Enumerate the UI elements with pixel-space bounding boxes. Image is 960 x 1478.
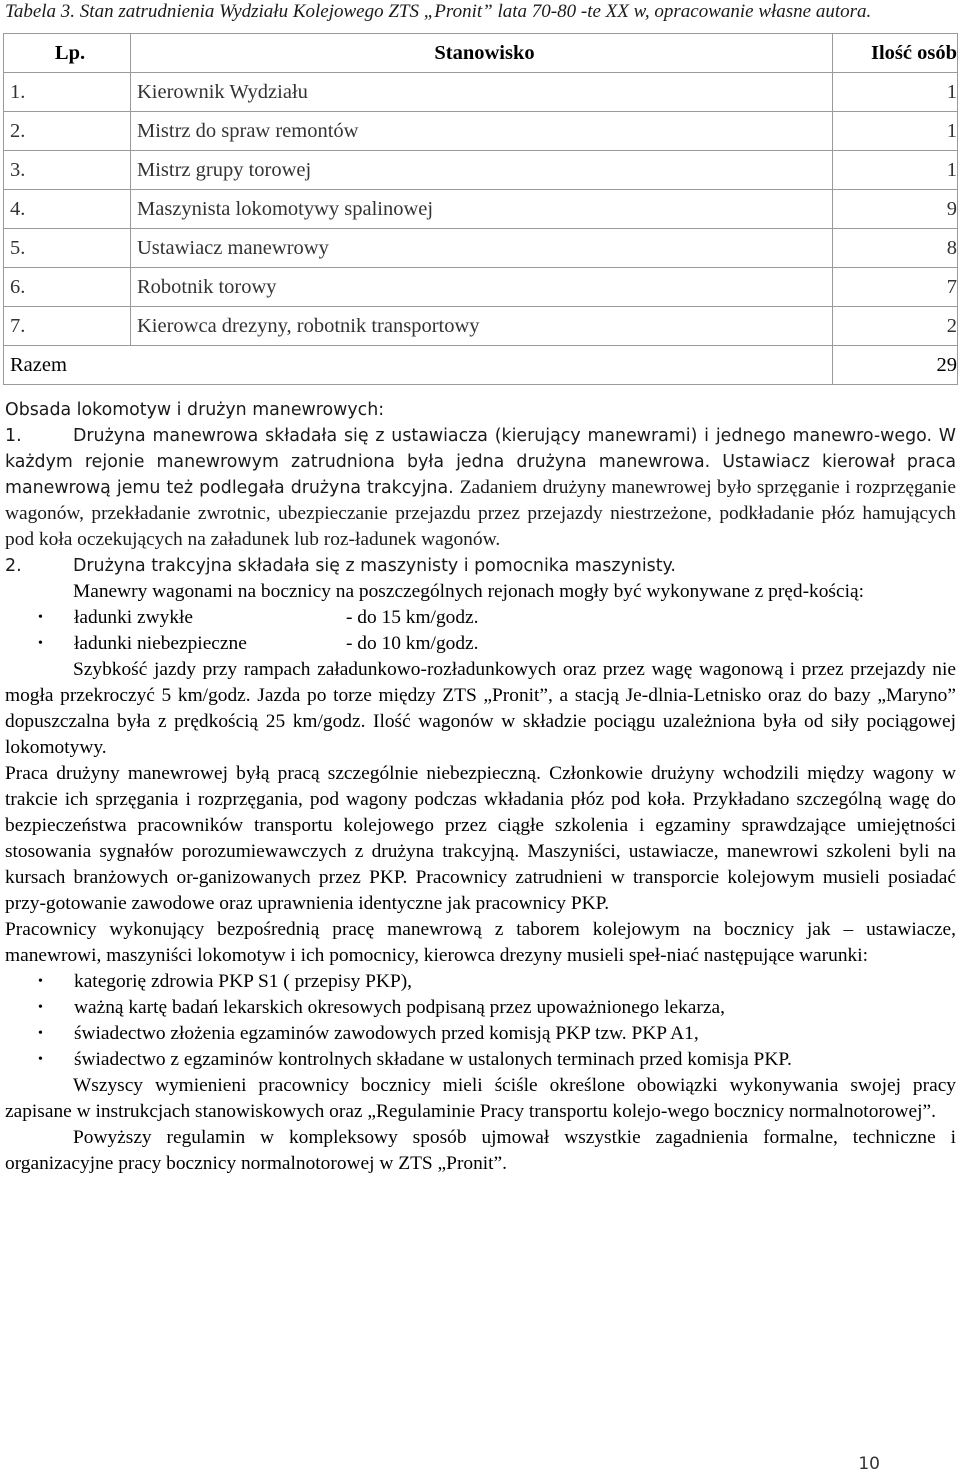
total-label: Razem <box>4 346 833 385</box>
table-body <box>4 73 958 346</box>
row-position: Kierownik Wydziału <box>131 73 833 112</box>
speed-item <box>5 605 956 631</box>
speed-item <box>5 631 956 657</box>
paragraph-regulations: Powyższy regulamin w kompleksowy sposób ujmował wszystkie zagadnienia formalne, techniczne i organizacyjne pracy bocznicy normalnotorowej w ZTS „Pronit”. <box>5 1127 956 1174</box>
crew-item-1-text-a: Drużyna manewrowa składała się z ustawiacza (kierujący manewrami) i jednego manewro-wego. W każdym rejonie manewrowym zatrudniona była jedna drużyna manewrowa. Ustawiacz kierował praca manewrową jemu też podlegała drużyna trakcyjna. <box>5 426 956 498</box>
header-position: Stanowisko <box>131 34 833 73</box>
row-count: 7 <box>833 268 958 307</box>
table-row <box>4 73 958 112</box>
paragraph-requirements-intro: Pracownicy wykonujący bezpośrednią pracę manewrową z taborem kolejowym na bocznicy jak – ustawiacze, manewrowi, maszyniści lokomotyw i ich pomocnicy, kierowca drezyny musieli speł-niać następujące warunki: <box>5 919 956 966</box>
row-position: Mistrz do spraw remontów <box>131 112 833 151</box>
staff-table <box>3 33 958 385</box>
maneuvers-intro: Manewry wagonami na bocznicy na poszczególnych rejonach mogły być wykonywane z pręd-kością: <box>73 581 864 602</box>
row-count: 9 <box>833 190 958 229</box>
row-count: 8 <box>833 229 958 268</box>
speed-label: ładunki niebezpieczne <box>74 633 247 654</box>
table-total-row <box>4 346 958 385</box>
row-lp: 5. <box>4 229 131 268</box>
page-number: 10 <box>858 1454 880 1474</box>
table-header-row <box>4 34 958 73</box>
row-count: 1 <box>833 73 958 112</box>
header-count: Ilość osób <box>833 34 958 73</box>
speed-value: - do 10 km/godz. <box>346 633 479 654</box>
table-row <box>4 268 958 307</box>
row-count: 1 <box>833 151 958 190</box>
table-row <box>4 229 958 268</box>
row-count: 1 <box>833 112 958 151</box>
condition-item: • świadectwo złożenia egzaminów zawodowych przed komisją PKP tzw. PKP A1, <box>5 1021 956 1047</box>
table-caption: Tabela 3. Stan zatrudnienia Wydziału Kolejowego ZTS „Pronit” lata 70-80 -te XX w, opracowanie własne autora. <box>5 1 872 22</box>
row-lp: 2. <box>4 112 131 151</box>
row-position: Maszynista lokomotywy spalinowej <box>131 190 833 229</box>
row-position: Kierowca drezyny, robotnik transportowy <box>131 307 833 346</box>
condition-item: • ważną kartę badań lekarskich okresowych podpisaną przez upoważnionego lekarza, <box>5 995 956 1021</box>
row-lp: 1. <box>4 73 131 112</box>
crew-section <box>5 397 956 579</box>
row-lp: 7. <box>4 307 131 346</box>
paragraph-duties: Wszyscy wymienieni pracownicy bocznicy mieli ściśle określone obowiązki wykonywania swojej pracy zapisane w instrukcjach stanowiskowych oraz „Regulaminie Pracy transportu kolejo-wego bocznicy normalnotorowej”. <box>5 1075 956 1122</box>
row-count: 2 <box>833 307 958 346</box>
speed-list <box>5 605 956 657</box>
row-lp: 4. <box>4 190 131 229</box>
paragraph-speed-limits: Szybkość jazdy przy rampach załadunkowo-rozładunkowych oraz przez wagę wagonową i przez przejazdy nie mogła przekroczyć 5 km/godz. Jazda po torze między ZTS „Pronit”, a stacją Je-dlnia-Letnisko oraz do bazy „Maryno” dopuszczalna była z prędkością 25 km/godz. Ilość wagonów w składzie pociągu uzależniona była od siły pociągowej lokomotywy. <box>5 659 956 758</box>
crew-item-1-text-b: Zadaniem drużyny manewrowej było sprzęganie i rozprzęganie wagonów, przekładanie zwrotnic, ubezpieczanie przejazdu przez przejazdy niestrzeżone, podkładanie płóz hamujących pod koła oczekujących na załadunek lub roz-ładunek wagonów. <box>5 477 956 550</box>
crew-heading: Obsada lokomotyw i drużyn manewrowych: <box>5 400 385 420</box>
condition-item: • świadectwo z egzaminów kontrolnych składane w ustalonych terminach przed komisja PKP. <box>5 1047 956 1073</box>
crew-item-2 <box>5 553 956 579</box>
speed-value: - do 15 km/godz. <box>346 607 479 628</box>
condition-item: • kategorię zdrowia PKP S1 ( przepisy PKP), <box>5 969 956 995</box>
maneuvers-section <box>5 579 956 1177</box>
crew-item-2-text: Drużyna trakcyjna składała się z maszynisty i pomocnika maszynisty. <box>73 556 676 576</box>
row-lp: 3. <box>4 151 131 190</box>
table-row <box>4 190 958 229</box>
crew-item-2-number: 2. <box>5 556 22 576</box>
speed-label: ładunki zwykłe <box>74 607 194 628</box>
row-position: Ustawiacz manewrowy <box>131 229 833 268</box>
header-lp: Lp. <box>4 34 131 73</box>
row-position: Robotnik torowy <box>131 268 833 307</box>
table-row <box>4 112 958 151</box>
row-lp: 6. <box>4 268 131 307</box>
crew-item-1-number: 1. <box>5 426 22 446</box>
conditions-list <box>5 969 956 1073</box>
row-position: Mistrz grupy torowej <box>131 151 833 190</box>
crew-item-1 <box>5 423 956 553</box>
table-row <box>4 151 958 190</box>
table-row <box>4 307 958 346</box>
document-page <box>5 0 956 1177</box>
total-count: 29 <box>833 346 958 385</box>
paragraph-safety: Praca drużyny manewrowej byłą pracą szczególnie niebezpieczną. Członkowie drużyny wchodzili między wagony w trakcie ich sprzęgania i rozprzęgania, pod wagony podczas wkładania płóz pod koła. Przykładano szczególną wagę do bezpieczeństwa pracowników transportu kolejowego przez ciągłe szkolenia i egzaminy sprawdzające umiejętności stosowania sygnałów porozumiewawczych z drużyna trakcyjną. Maszyniści, ustawiacze, manewrowi szkoleni byli na kursach branżowych or-ganizowanych przez PKP. Pracownicy zatrudnieni w transporcie kolejowym musieli posiadać przy-gotowanie zawodowe oraz uprawnienia identyczne jak pracownicy PKP. <box>5 763 956 914</box>
